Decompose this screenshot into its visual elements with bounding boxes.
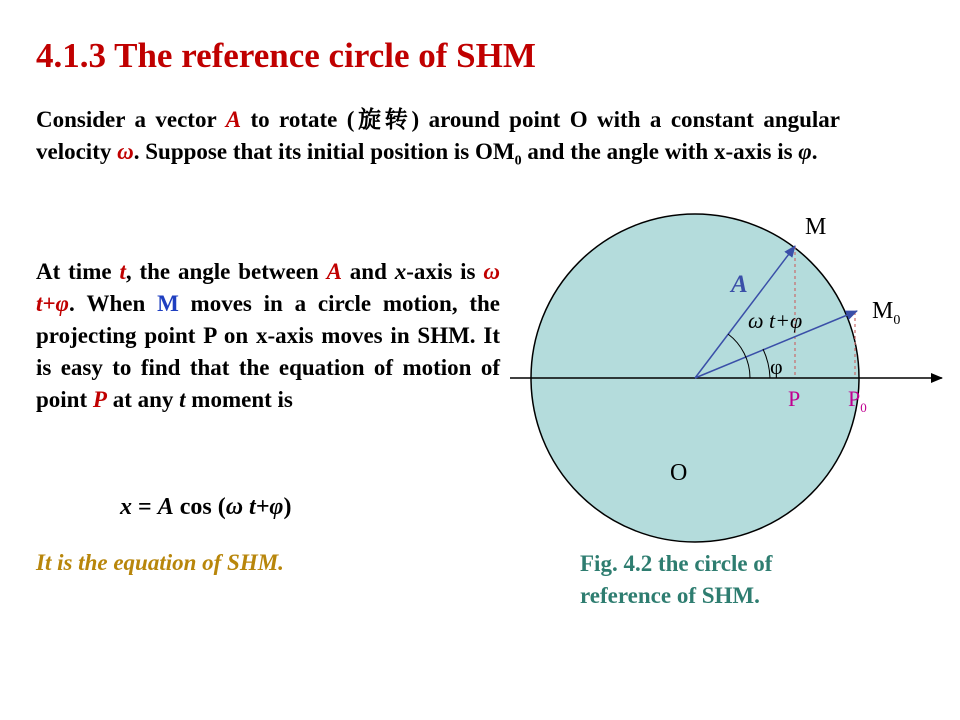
formula-time: t+ [243, 494, 270, 520]
label-phi: φ [770, 354, 783, 379]
body-text: moment is [185, 387, 293, 412]
formula-cos: cos ( [173, 494, 226, 520]
intro-text: to rotate ( [241, 107, 355, 132]
formula-equals: = [132, 494, 158, 520]
body-text: , the angle between [125, 259, 327, 284]
omega-symbol: ω [483, 259, 500, 284]
intro-text: . Suppose that its initial position is OM [133, 139, 515, 164]
formula-amplitude: A [157, 494, 174, 520]
phi-symbol: φ [798, 139, 812, 164]
slide-title: 4.1.3 The reference circle of SHM [36, 36, 536, 75]
vector-a-symbol: A [326, 259, 342, 284]
body-text: at any [106, 387, 180, 412]
point-p-symbol: P [92, 387, 107, 412]
time-symbol: t [119, 259, 126, 284]
intro-text: ) around point O with a constant angular velocity [36, 107, 841, 164]
label-p0-sub: 0 [860, 400, 867, 415]
figure-caption: Fig. 4.2 the circle of reference of SHM. [580, 551, 773, 608]
formula-x: x [120, 494, 132, 520]
omega-symbol: ω [117, 139, 134, 164]
intro-text: and the angle with x-axis is [521, 139, 799, 164]
phi-symbol: φ [55, 291, 69, 316]
label-p0-base: P [848, 386, 861, 411]
time-symbol: t [179, 387, 186, 412]
x-symbol: x [394, 259, 407, 284]
formula-close: ) [283, 494, 292, 520]
label-o: O [670, 460, 688, 486]
chinese-term: 旋转 [354, 107, 412, 132]
subscript-zero: 0 [514, 153, 522, 169]
body-text: At time [36, 259, 120, 284]
label-a: A [731, 271, 748, 298]
label-p: P [788, 386, 801, 411]
vector-a-symbol: A [225, 107, 242, 132]
formula-omega: ω [225, 494, 244, 520]
label-m0-sub: 0 [893, 313, 901, 328]
intro-text: . [811, 139, 818, 164]
label-m0-base: M [872, 298, 894, 324]
label-p0 [848, 386, 867, 415]
angle-expression: t+ [36, 291, 56, 316]
body-text: . When [68, 291, 158, 316]
body-text: -axis is [406, 259, 484, 284]
label-angle: ω t+φ [748, 308, 803, 333]
body-text: moves in a circle motion, the projecting point P on x-axis moves in SHM. It is easy to find that the equation of motion of point [36, 291, 501, 412]
label-m0 [872, 298, 900, 328]
point-m-symbol: M [157, 291, 179, 316]
formula-phi: φ [269, 494, 284, 520]
label-m: M [805, 214, 827, 240]
body-text: and [341, 259, 395, 284]
conclusion-text: It is the equation of SHM. [36, 550, 284, 575]
intro-text: Consider a vector [36, 107, 226, 132]
